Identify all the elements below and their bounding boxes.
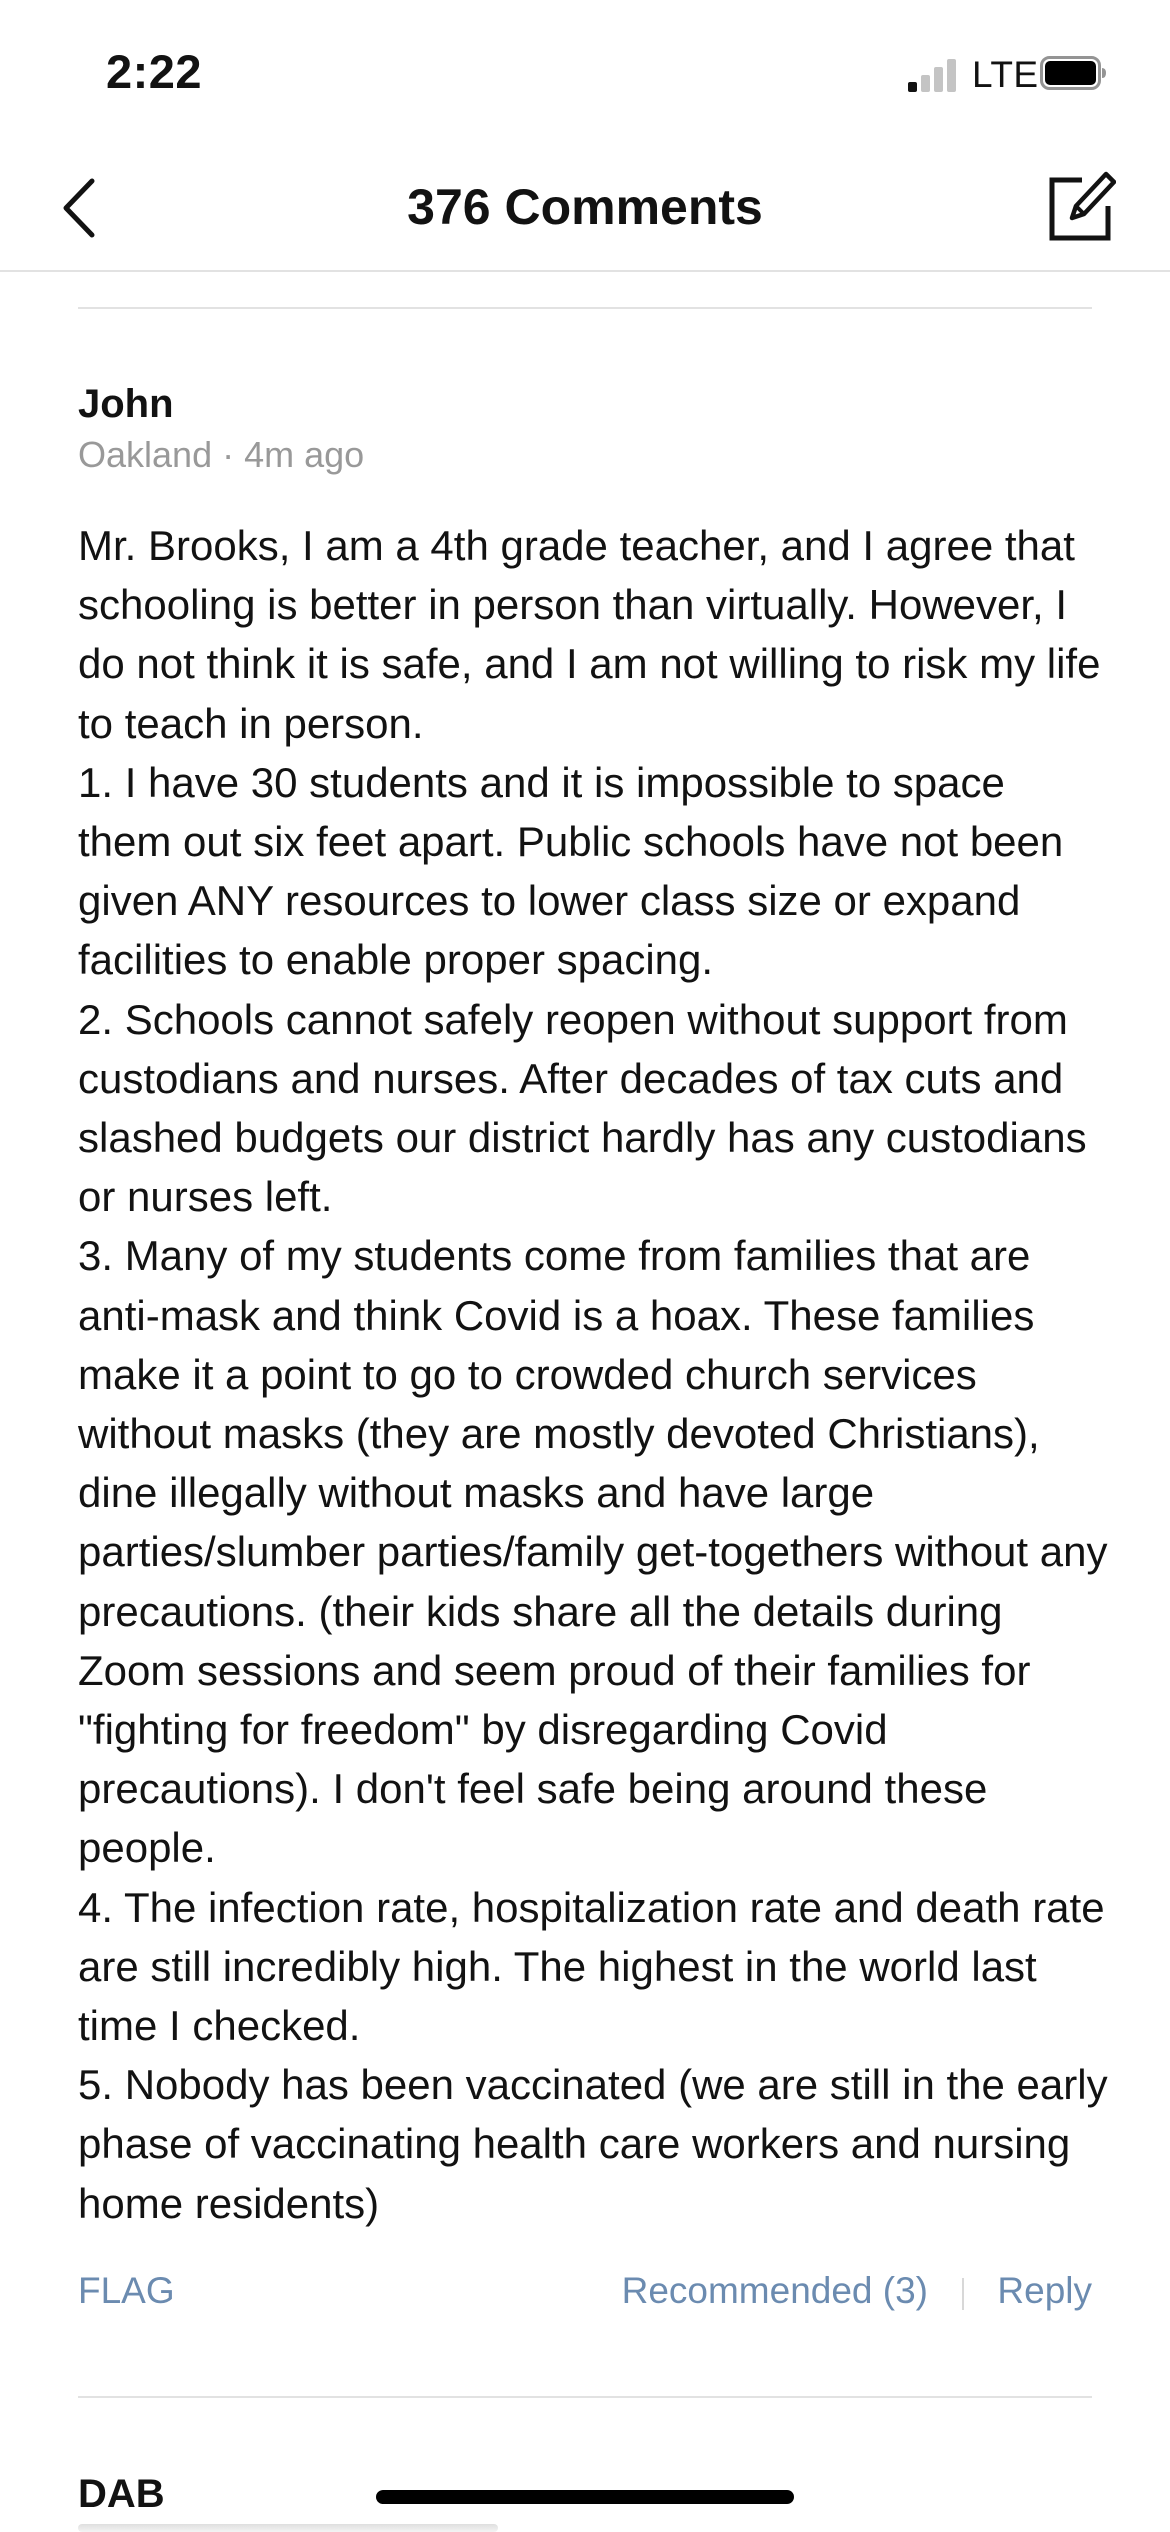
page-title: 376 Comments (407, 179, 763, 235)
comment-location: Oakland (78, 434, 213, 475)
comment-time: 4m ago (244, 434, 365, 475)
comment-actions (78, 2270, 1092, 2320)
network-type: LTE (972, 54, 1039, 95)
status-time: 2:22 (106, 45, 203, 98)
comment-author[interactable]: John (78, 382, 174, 426)
next-comment-author[interactable]: DAB (78, 2472, 165, 2516)
battery-icon (1040, 56, 1108, 90)
reply-button[interactable]: Reply (997, 2270, 1092, 2311)
comment-divider (78, 307, 1092, 309)
comment-body: Mr. Brooks, I am a 4th grade teacher, and I agree that schooling is better in person than virtually. However, I do not think it is safe, and I am not willing to risk my life to teach in person. 1. I have 30 students and it is impossible to space them out six feet apart. Public schools have not been given ANY resources to lower class size or expand facilities to enable proper spacing. 2. Schools cannot safely reopen without support from custodians and nurses. After decades of tax cuts and slashed budgets our district hardly has any custodians or nurses left. 3. Many of my students come from families that are anti-mask and think Covid is a hoax. These families make it a point to go to crowded church services without masks (they are mostly devoted Christians), dine illegally without masks and have large parties/slumber parties/family get-togethers without any precautions. (their kids share all the details during Zoom sessions and seem proud of their families for "fighting for freedom" by disregarding Covid precautions). I don't feel safe being around these people. 4. The infection rate, hospitalization rate and death rate are still incredibly high. The highest in the world last time I checked. 5. Nobody has been vaccinated (we are still in the early phase of vaccinating health care workers and nursing home residents) (78, 522, 1108, 2227)
action-separator (962, 2278, 964, 2310)
comment-divider (78, 2396, 1092, 2398)
comment-meta: Oakland · 4m ago (78, 434, 365, 475)
recommend-button[interactable]: Recommended (3) (621, 2270, 928, 2311)
compose-comment-button[interactable] (1042, 166, 1116, 246)
next-comment-meta-peek (78, 2524, 498, 2532)
home-indicator (376, 2490, 794, 2504)
status-bar (0, 0, 1170, 150)
compose-icon (1042, 166, 1116, 246)
cellular-signal-icon (908, 58, 958, 92)
flag-button[interactable]: FLAG (78, 2270, 175, 2311)
comments-nav-bar (0, 150, 1170, 272)
